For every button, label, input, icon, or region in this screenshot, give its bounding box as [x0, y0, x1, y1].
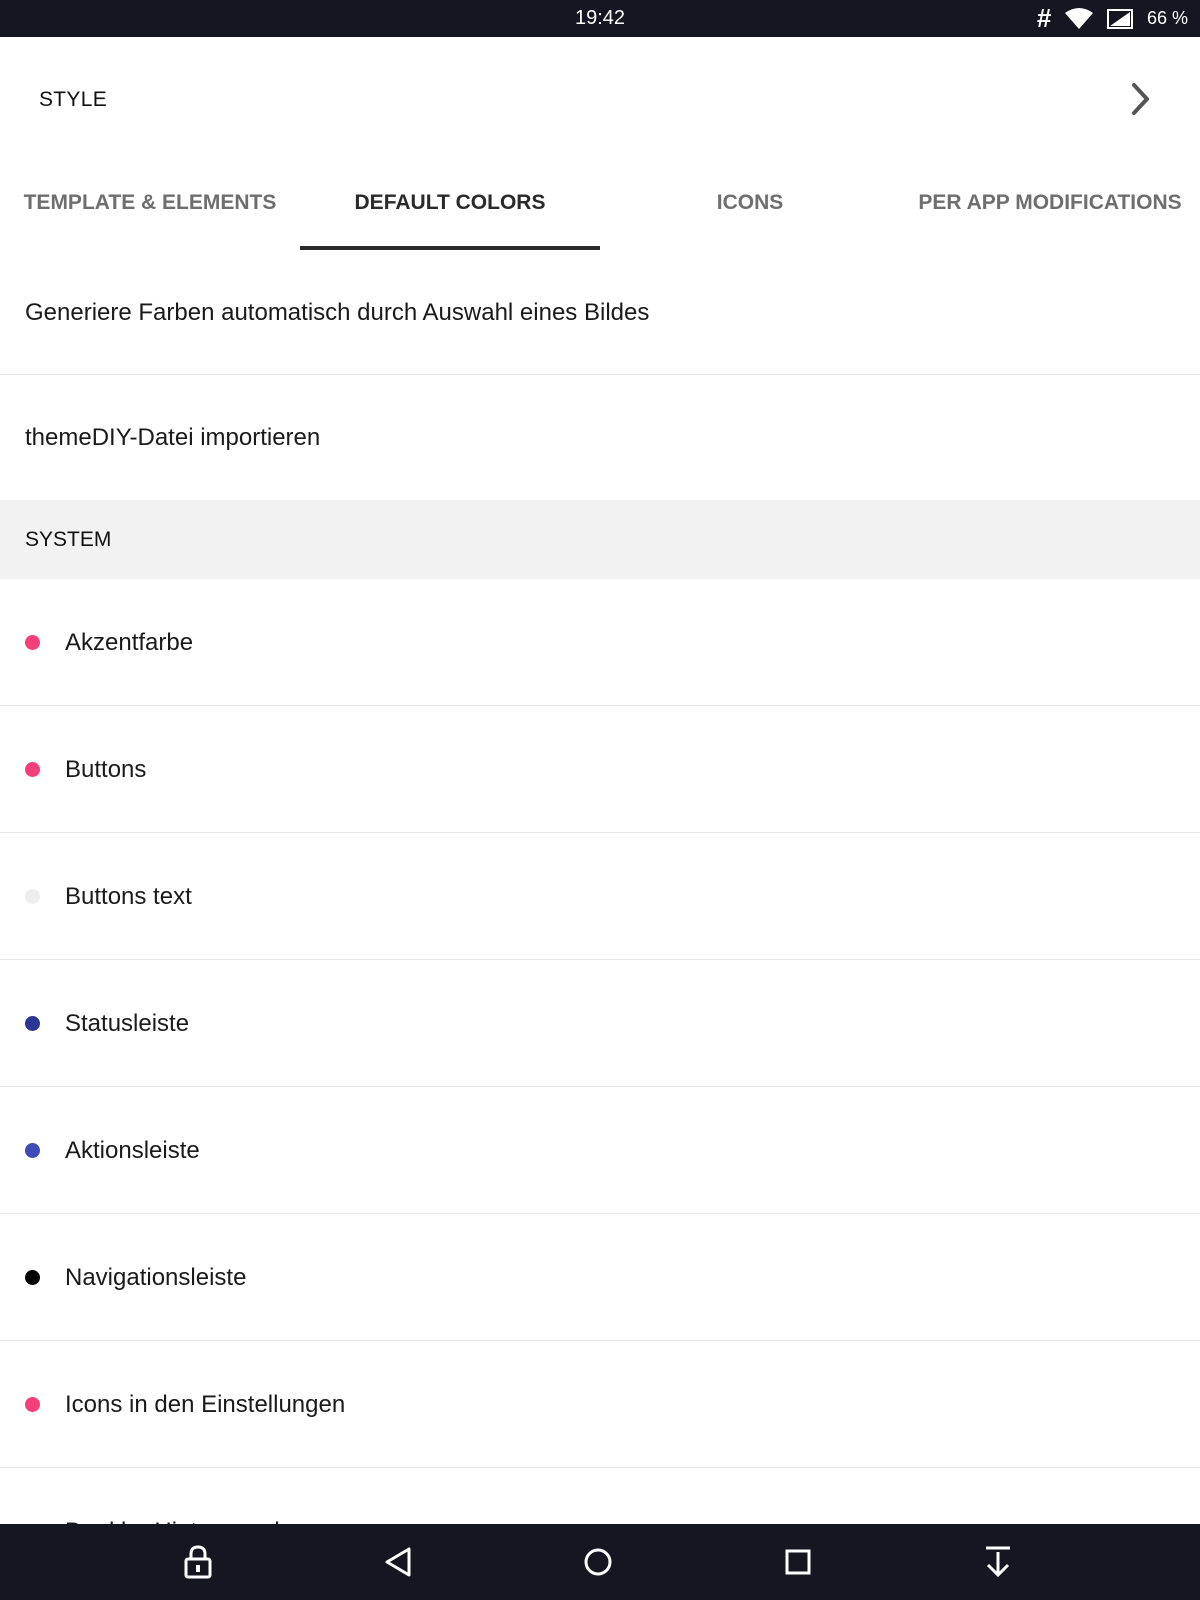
color-item-icons-einstellungen[interactable] [0, 1341, 1200, 1468]
status-bar [0, 0, 1200, 37]
color-swatch [25, 1143, 40, 1158]
color-swatch [25, 762, 40, 777]
home-button[interactable] [560, 1524, 636, 1600]
color-item-label: Aktionsleiste [65, 1137, 200, 1164]
generate-colors-from-image-item[interactable]: Generiere Farben automatisch durch Auswahl eines Bildes [0, 250, 1200, 375]
home-icon [583, 1547, 613, 1577]
tab-default-colors[interactable]: DEFAULT COLORS [300, 163, 600, 250]
color-item-label: Buttons [65, 756, 147, 783]
color-swatch [25, 1397, 40, 1412]
style-row[interactable] [0, 37, 1200, 163]
color-swatch [25, 1016, 40, 1031]
recents-button[interactable] [760, 1524, 836, 1600]
color-item-buttons[interactable] [0, 706, 1200, 833]
tab-per-app-modifications[interactable]: PER APP MODIFICATIONS [918, 191, 1182, 214]
download-button[interactable] [960, 1524, 1036, 1600]
color-item-aktionsleiste[interactable] [0, 1087, 1200, 1214]
navigation-bar [0, 1524, 1200, 1600]
color-item-label: Icons in den Einstellungen [65, 1391, 346, 1418]
color-item-label: Buttons text [65, 883, 192, 910]
battery-percent: 66 % [1146, 8, 1188, 28]
status-icons [1037, 0, 1189, 37]
color-item-label: Statusleiste [65, 1010, 190, 1037]
signal-icon [1107, 8, 1133, 30]
color-item-buttons-text[interactable] [0, 833, 1200, 960]
settings-list[interactable] [0, 250, 1200, 1524]
chevron-right-icon[interactable] [1130, 81, 1152, 117]
color-swatch [25, 635, 40, 650]
page-title: STYLE [39, 88, 108, 111]
tab-bar [0, 163, 1200, 250]
lock-button[interactable] [160, 1524, 236, 1600]
status-time: 19:42 [574, 7, 626, 29]
section-header-system: SYSTEM [0, 500, 1200, 579]
lock-icon [183, 1544, 213, 1580]
color-item-label: Akzentfarbe [65, 629, 194, 656]
wifi-icon [1065, 8, 1093, 30]
back-icon [383, 1546, 413, 1578]
color-item-statusleiste[interactable] [0, 960, 1200, 1087]
color-item-label: Navigationsleiste [65, 1264, 247, 1291]
color-item-akzentfarbe[interactable] [0, 579, 1200, 706]
hashtag-icon: # [1036, 3, 1051, 33]
back-button[interactable] [360, 1524, 436, 1600]
tab-icons[interactable]: ICONS [716, 191, 784, 214]
recents-icon [784, 1548, 812, 1576]
download-icon [983, 1545, 1013, 1579]
color-item-navigationsleiste[interactable] [0, 1214, 1200, 1341]
color-swatch [25, 889, 40, 904]
header-card [0, 37, 1200, 250]
import-themediy-file-item[interactable]: themeDIY-Datei importieren [25, 424, 321, 451]
color-swatch [25, 1270, 40, 1285]
tab-template-elements[interactable]: TEMPLATE & ELEMENTS [23, 191, 277, 214]
